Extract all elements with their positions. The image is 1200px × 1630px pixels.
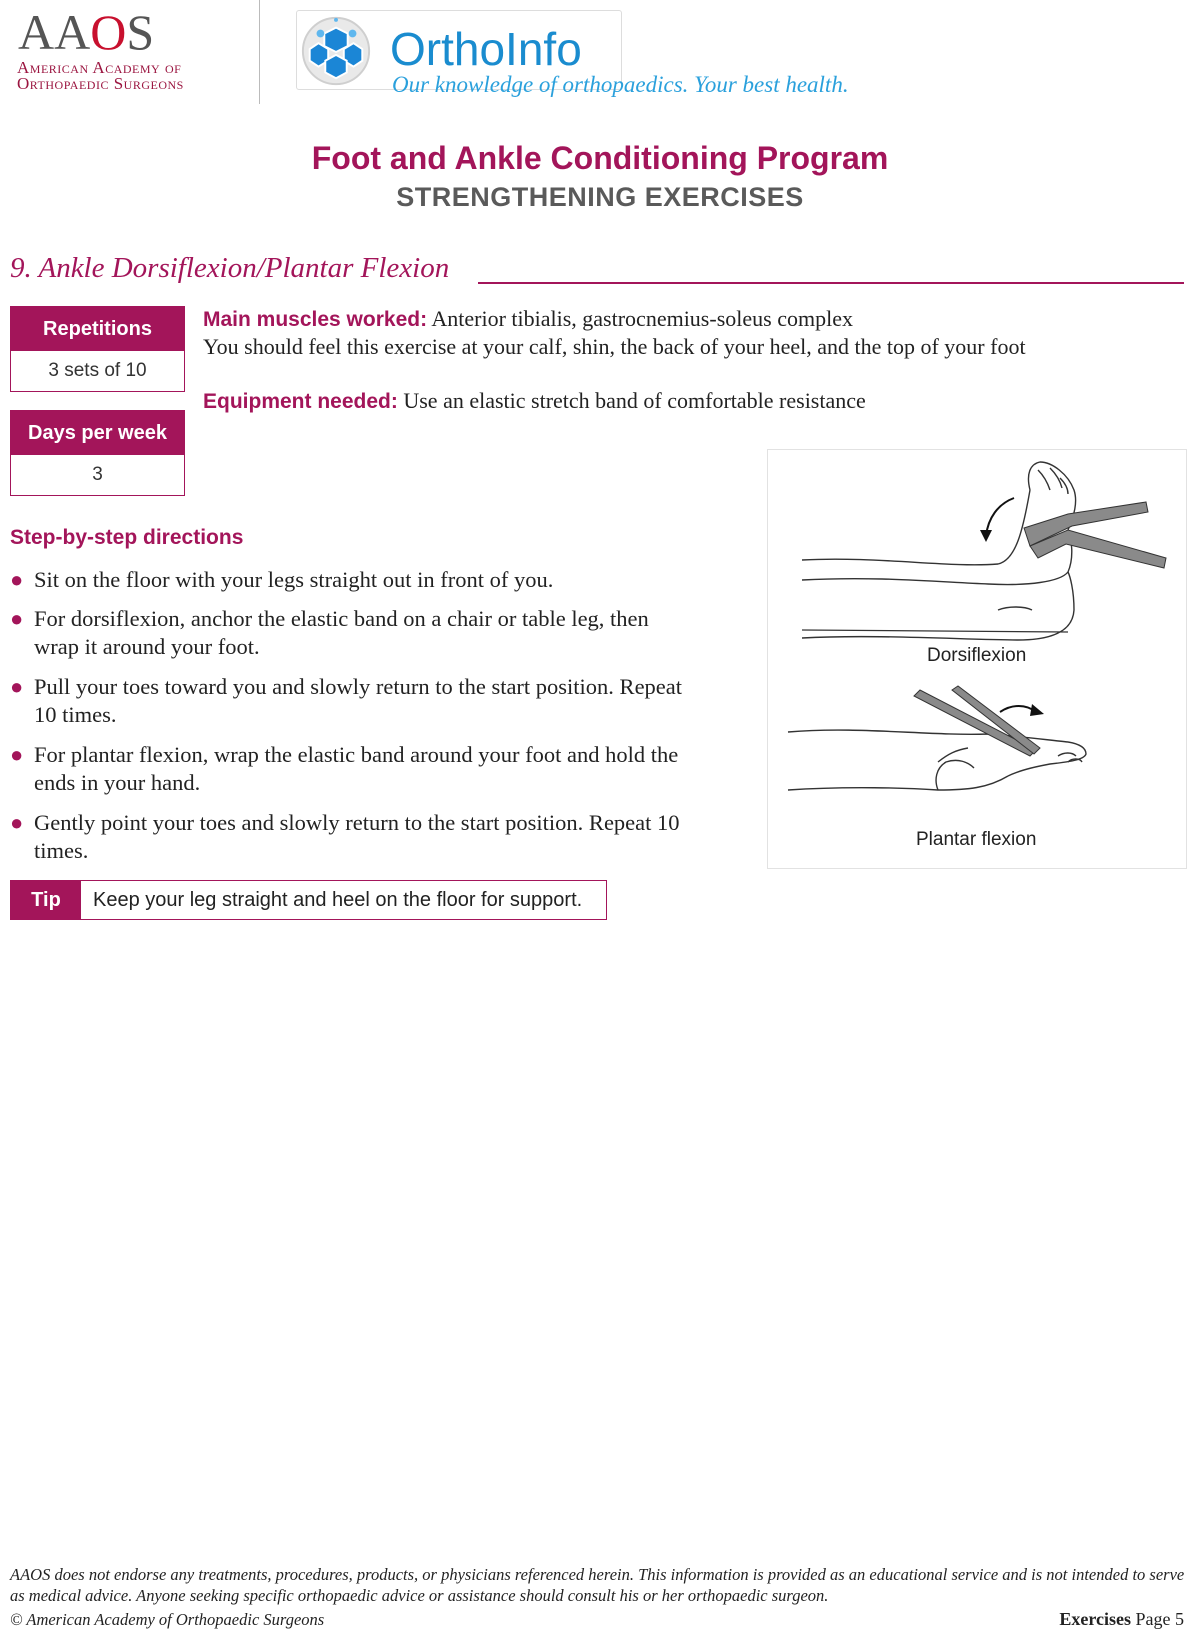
direction-step-text: For plantar flexion, wrap the elastic band around your foot and hold the ends in your hand. xyxy=(34,742,679,795)
page-number xyxy=(1059,1609,1184,1630)
bullet-icon: ● xyxy=(10,606,24,631)
direction-step-text: Gently point your toes and slowly return to the start position. Repeat 10 times. xyxy=(34,810,680,863)
bullet-icon: ● xyxy=(10,674,24,699)
orthoinfo-bone-icon xyxy=(297,14,375,88)
exercise-title: 9. Ankle Dorsiflexion/Plantar Flexion xyxy=(10,252,450,284)
plantar-flexion-label: Plantar flexion xyxy=(916,829,1037,850)
orthoinfo-name: OrthoInfo xyxy=(390,23,582,75)
repetitions-box xyxy=(10,306,185,392)
days-per-week-box xyxy=(10,410,185,496)
direction-step xyxy=(10,566,690,594)
program-title: Foot and Ankle Conditioning Program xyxy=(311,140,889,176)
equipment-value: Use an elastic stretch band of comfortable resistance xyxy=(403,388,866,413)
repetitions-value: 3 sets of 10 xyxy=(11,351,184,391)
footer-disclaimer: AAOS does not endorse any treatments, procedures, products, or physicians referenced herein. This information is provided as an educational service and is not intended to serve as medical advice. Anyone seeking specific orthopaedic advice or assistance should consult his or her orthopaedic surgeon. xyxy=(10,1565,1185,1605)
tip-text: Keep your leg straight and heel on the floor for support. xyxy=(93,889,583,911)
dorsiflexion-label: Dorsiflexion xyxy=(927,645,1027,666)
equipment-label: Equipment needed: xyxy=(203,390,398,413)
direction-step xyxy=(10,741,690,797)
exercise-title-rule xyxy=(478,282,1184,284)
direction-step-text: Pull your toes toward you and slowly return to the start position. Repeat 10 times. xyxy=(34,674,683,727)
page-number-value: Page 5 xyxy=(1135,1609,1184,1629)
section-subtitle: STRENGTHENING EXERCISES xyxy=(396,182,804,212)
plantar-flexion-leg-drawing xyxy=(788,730,1086,790)
aaos-name-line2: Orthopaedic Surgeons xyxy=(17,74,184,93)
days-per-week-value: 3 xyxy=(11,455,184,495)
direction-step-text: Sit on the floor with your legs straight out in front of you. xyxy=(34,567,554,592)
page-section-label: Exercises xyxy=(1059,1609,1131,1629)
bullet-icon: ● xyxy=(10,567,24,592)
aaos-name-line1: American Academy of xyxy=(17,58,182,77)
footer-copyright: © American Academy of Orthopaedic Surgeons xyxy=(10,1610,325,1629)
bullet-icon: ● xyxy=(10,810,24,835)
direction-step xyxy=(10,673,690,729)
bullet-icon: ● xyxy=(10,742,24,767)
directions-heading: Step-by-step directions xyxy=(10,526,244,549)
tip-box xyxy=(10,880,607,920)
repetitions-label: Repetitions xyxy=(11,307,184,351)
plantar-flexion-arrow-icon xyxy=(1000,706,1036,712)
aaos-mark-aa: AA xyxy=(18,4,91,60)
direction-step xyxy=(10,605,690,661)
muscles-worked-value: Anterior tibialis, gastrocnemius-soleus complex xyxy=(431,306,853,331)
orthoinfo-tagline: Our knowledge of orthopaedics. Your best health. xyxy=(392,72,849,97)
feel-exercise-text: You should feel this exercise at your calf, shin, the back of your heel, and the top of your foot xyxy=(203,334,1026,359)
direction-step-text: For dorsiflexion, anchor the elastic band on a chair or table leg, then wrap it around your foot. xyxy=(34,606,649,659)
aaos-mark-o: O xyxy=(90,4,127,60)
direction-step xyxy=(10,809,690,865)
days-per-week-label: Days per week xyxy=(11,411,184,455)
equipment-line xyxy=(203,387,866,416)
aaos-logo-mark xyxy=(18,4,154,60)
aaos-mark-s: S xyxy=(126,4,155,60)
muscles-worked-line xyxy=(203,305,853,334)
header-divider xyxy=(259,0,260,104)
muscles-worked-label: Main muscles worked: xyxy=(203,308,428,331)
tip-label: Tip xyxy=(11,881,81,919)
